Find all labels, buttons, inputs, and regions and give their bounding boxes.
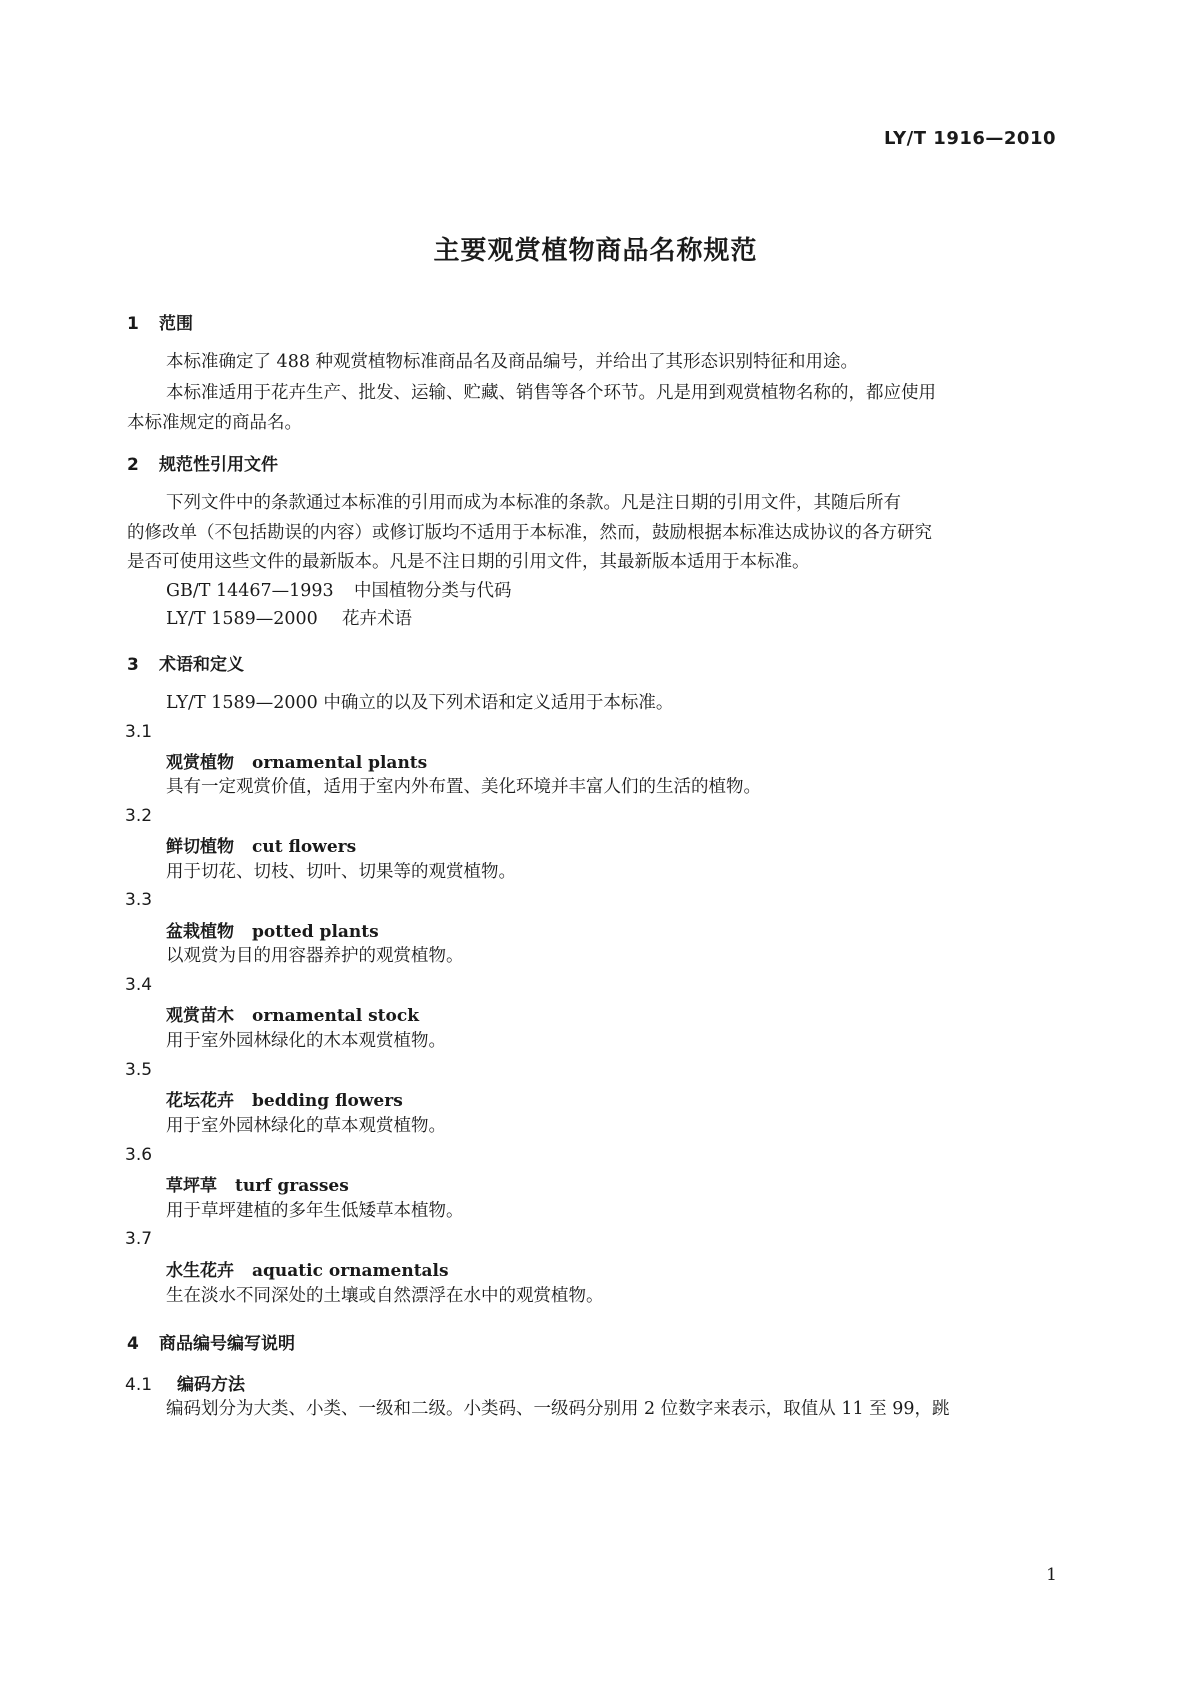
document-title: 主要观赏植物商品名称规范 (433, 236, 758, 266)
clause-number: 3.5 (125, 1060, 153, 1080)
clause-number: 3.7 (125, 1229, 153, 1249)
clause-number: 3.4 (125, 975, 153, 995)
section-number: 3 (127, 655, 139, 675)
section-2-heading (127, 450, 278, 475)
clause-number: 3.2 (125, 806, 153, 826)
section-3-intro: LY/T 1589—2000 中确立的以及下列术语和定义适用于本标准。 (166, 693, 674, 713)
term-definition: 用于切花、切枝、切叶、切果等的观赏植物。 (166, 862, 516, 882)
clause-number: 3.3 (125, 890, 153, 910)
term-en: bedding flowers (252, 1091, 403, 1111)
term-en: cut flowers (252, 837, 357, 857)
section-2-paragraph-line-3: 是否可使用这些文件的最新版本。凡是不注日期的引用文件，其最新版本适用于本标准。 (127, 552, 810, 572)
reference-title: 花卉术语 (342, 609, 412, 629)
section-title: 商品编号编写说明 (159, 1334, 295, 1354)
term-heading (166, 1001, 419, 1026)
standard-code: LY/T 1916—2010 (883, 128, 1056, 149)
term-en: turf grasses (235, 1176, 349, 1196)
term-heading (166, 832, 356, 857)
term-en: aquatic ornamentals (252, 1261, 449, 1281)
page-number: 1 (1046, 1565, 1057, 1585)
section-3-heading (127, 650, 244, 675)
reference-title: 中国植物分类与代码 (354, 581, 512, 601)
term-heading (166, 1256, 449, 1281)
reference-code: GB/T 14467—1993 (166, 581, 334, 601)
term-en: ornamental stock (252, 1006, 419, 1026)
term-heading (166, 748, 427, 773)
term-definition: 以观赏为目的用容器养护的观赏植物。 (166, 946, 464, 966)
section-4-heading (127, 1329, 295, 1354)
subsection-number: 4.1 (125, 1375, 153, 1395)
section-number: 2 (127, 455, 139, 475)
section-1-paragraph-2-line-2: 本标准规定的商品名。 (127, 413, 302, 433)
section-2-paragraph-line-1: 下列文件中的条款通过本标准的引用而成为本标准的条款。凡是注日期的引用文件，其随后所有 (166, 493, 901, 513)
section-number: 1 (127, 314, 139, 334)
term-definition: 用于室外园林绿化的草本观赏植物。 (166, 1116, 446, 1136)
term-zh: 草坪草 (166, 1176, 217, 1196)
section-1-heading (127, 309, 193, 334)
term-zh: 观赏苗木 (166, 1006, 234, 1026)
term-definition: 具有一定观赏价值，适用于室内外布置、美化环境并丰富人们的生活的植物。 (166, 777, 761, 797)
reference-code: LY/T 1589—2000 (166, 609, 318, 629)
term-definition: 生在淡水不同深处的土壤或自然漂浮在水中的观赏植物。 (166, 1286, 604, 1306)
section-1-paragraph-2-line-1: 本标准适用于花卉生产、批发、运输、贮藏、销售等各个环节。凡是用到观赏植物名称的，都应使用 (166, 383, 936, 403)
term-heading (166, 1086, 403, 1111)
subsection-4-1-heading (125, 1370, 245, 1395)
subsection-title: 编码方法 (177, 1375, 245, 1395)
term-en: ornamental plants (252, 753, 428, 773)
normative-reference (166, 604, 412, 634)
section-title: 术语和定义 (159, 655, 244, 675)
term-zh: 花坛花卉 (166, 1091, 234, 1111)
section-4-paragraph: 编码划分为大类、小类、一级和二级。小类码、一级码分别用 2 位数字来表示，取值从 11 至 99，跳 (166, 1399, 950, 1419)
clause-number: 3.6 (125, 1145, 153, 1165)
term-zh: 鲜切植物 (166, 837, 234, 857)
term-zh: 观赏植物 (166, 753, 234, 773)
term-definition: 用于草坪建植的多年生低矮草本植物。 (166, 1201, 464, 1221)
section-1-paragraph-1: 本标准确定了 488 种观赏植物标准商品名及商品编号，并给出了其形态识别特征和用途。 (166, 352, 859, 372)
section-title: 范围 (159, 314, 193, 334)
term-definition: 用于室外园林绿化的木本观赏植物。 (166, 1031, 446, 1051)
clause-number: 3.1 (125, 722, 153, 742)
normative-reference (166, 576, 512, 606)
section-title: 规范性引用文件 (159, 455, 278, 475)
term-heading (166, 1171, 349, 1196)
section-number: 4 (127, 1334, 139, 1354)
term-zh: 盆栽植物 (166, 922, 234, 942)
section-2-paragraph-line-2: 的修改单（不包括勘误的内容）或修订版均不适用于本标准，然而，鼓励根据本标准达成协议的各方研究 (127, 523, 932, 543)
term-heading (166, 917, 379, 942)
term-zh: 水生花卉 (166, 1261, 234, 1281)
term-en: potted plants (252, 922, 379, 942)
